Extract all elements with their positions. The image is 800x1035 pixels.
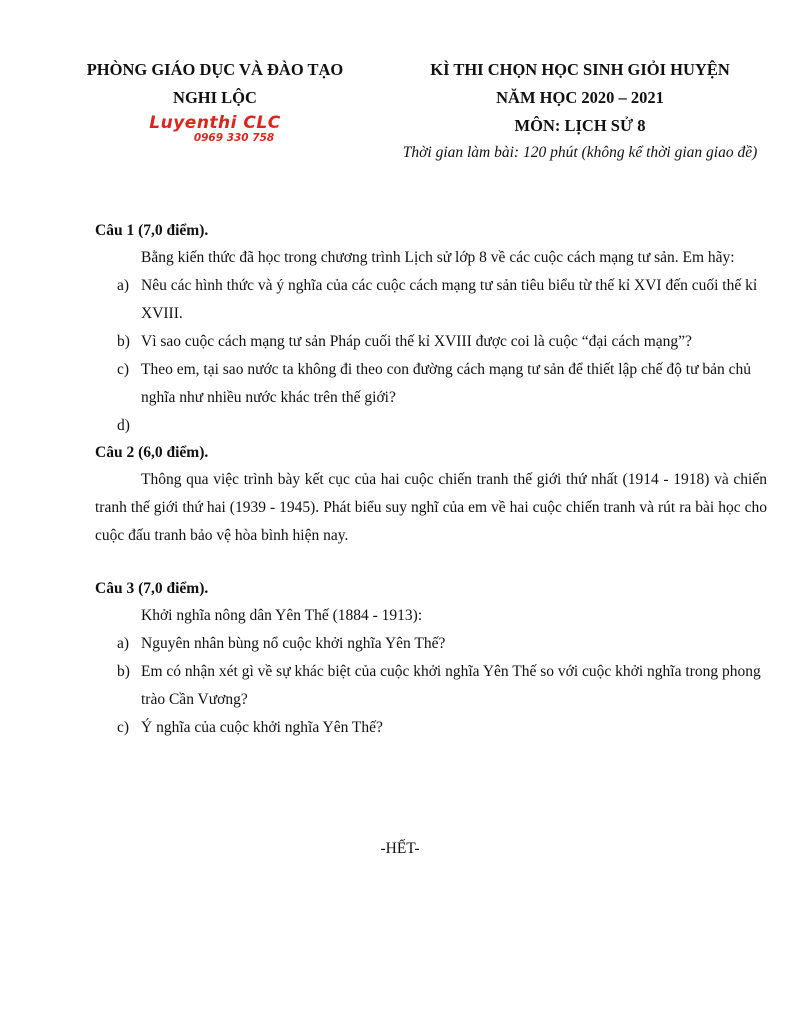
list-item	[95, 272, 767, 328]
district-name: NGHI LỘC	[173, 88, 257, 107]
item-text: Ý nghĩa của cuộc khởi nghĩa Yên Thế?	[141, 719, 383, 736]
item-marker: d)	[117, 417, 130, 434]
list-item	[95, 658, 767, 714]
question-title: Câu 2 (6,0 điểm).	[95, 444, 209, 461]
question-intro: Thông qua việc trình bày kết cục của hai cuộc chiến tranh thế giới thứ nhất (1914 - 1918) và chiến tranh thế giới thứ hai (1939 - 1945). Phát biểu suy nghĩ của em về hai cuộc chiến tranh và rút ra bài học cho cuộc đấu tranh bảo vệ hòa bình hiện nay.	[95, 471, 767, 544]
exam-content	[95, 218, 767, 742]
item-text: Vì sao cuộc cách mạng tư sản Pháp cuối thế kỉ XVIII được coi là cuộc “đại cách mạng”?	[141, 333, 692, 350]
question-1	[95, 218, 767, 440]
logo-phone: 0969 330 758	[193, 132, 275, 144]
subject: MÔN: LỊCH SỬ 8	[514, 116, 646, 135]
list-item	[95, 328, 767, 356]
question-intro: Bằng kiến thức đã học trong chương trình Lịch sử lớp 8 về các cuộc cách mạng tư sản. Em hãy:	[141, 249, 735, 266]
school-year: NĂM HỌC 2020 – 2021	[496, 88, 664, 107]
item-marker: c)	[117, 719, 130, 736]
list-item	[95, 714, 767, 742]
list-item	[95, 412, 767, 440]
question-3	[95, 576, 767, 742]
item-marker: a)	[117, 277, 130, 294]
item-marker: c)	[117, 361, 130, 378]
department-name: PHÒNG GIÁO DỤC VÀ ĐÀO TẠO	[86, 60, 344, 79]
item-marker: a)	[117, 635, 130, 652]
question-title: Câu 3 (7,0 điểm).	[95, 580, 209, 597]
end-marker: -HẾT-	[380, 840, 420, 857]
header-right	[380, 56, 780, 166]
exam-title: KÌ THI CHỌN HỌC SINH GIỎI HUYỆN	[430, 60, 730, 79]
item-text: Em có nhận xét gì về sự khác biệt của cuộc khởi nghĩa Yên Thế so với cuộc khởi nghĩa trong phong trào Cần Vương?	[141, 663, 761, 708]
luyenthi-logo	[130, 114, 300, 144]
list-item	[95, 630, 767, 658]
question-2	[95, 440, 767, 550]
spacer	[95, 550, 767, 576]
time-note: Thời gian làm bài: 120 phút (không kể thời gian giao đề)	[402, 144, 758, 161]
item-text: Nguyên nhân bùng nổ cuộc khởi nghĩa Yên Thế?	[141, 635, 446, 652]
item-marker: b)	[117, 333, 130, 350]
list-item	[95, 356, 767, 412]
header-left	[60, 56, 370, 144]
logo-text: Luyenthi CLC	[149, 113, 281, 133]
item-marker: b)	[117, 663, 130, 680]
question-intro: Khởi nghĩa nông dân Yên Thế (1884 - 1913):	[141, 607, 423, 624]
question-title: Câu 1 (7,0 điểm).	[95, 222, 209, 239]
item-text: Theo em, tại sao nước ta không đi theo con đường cách mạng tư sản để thiết lập chế độ tư bản chủ nghĩa như nhiều nước khác trên thế giới?	[141, 361, 751, 406]
item-text: Nêu các hình thức và ý nghĩa của các cuộc cách mạng tư sản tiêu biểu từ thế kỉ XVI đến cuối thế kỉ XVIII.	[141, 277, 758, 322]
